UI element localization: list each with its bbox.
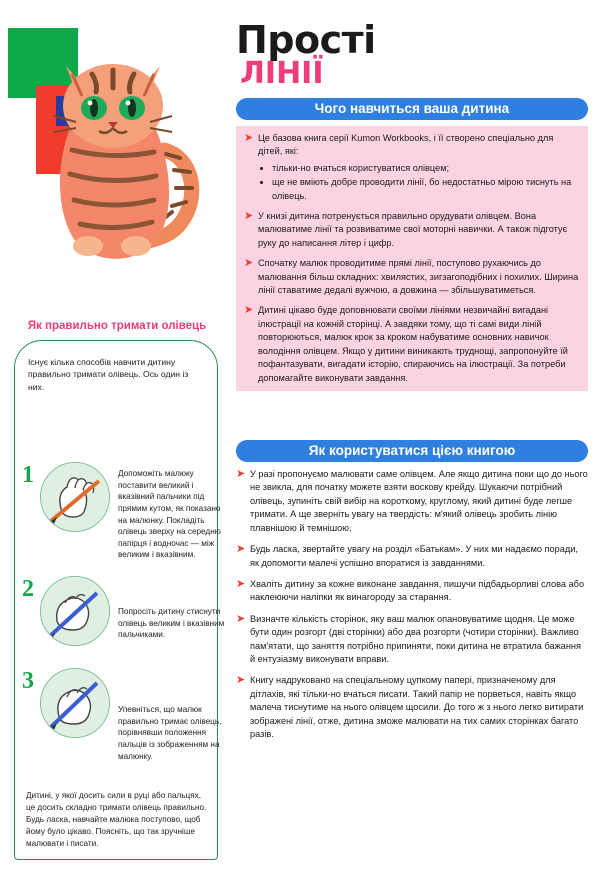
- pencil-hold-title: Як правильно тримати олівець: [27, 320, 207, 332]
- arrow-bullet-icon: ➤: [236, 612, 246, 625]
- step-number-1: 1: [22, 462, 34, 488]
- usage-paragraph-4: [236, 613, 588, 667]
- learn-paragraph-1-text: Це базова книга серії Kumon Workbooks, і її створено спеціально для дітей, які:: [258, 133, 554, 157]
- learn-paragraph-3: [244, 257, 580, 297]
- section-heading-learn: Чого навчиться ваша дитина: [236, 98, 588, 120]
- left-column: [0, 0, 232, 878]
- hand-step-3-icon: [40, 668, 110, 738]
- step-number-3: 3: [22, 668, 34, 694]
- hand-step-1-icon: [40, 462, 110, 532]
- usage-content: [236, 468, 588, 742]
- usage-paragraph-5-text: Книгу надруковано на спеціальному цупкому папері, призначеному для дітлахів, які тільки-но вчаться писати. Такий папір не порветься, навіть якщо малеча тиснутиме на нього олівцем щосили. До того ж з нього легко витирати зображені лінії, отже, дитина зможе малювати на тих самих сторінках багато разів.: [250, 675, 584, 740]
- learn-paragraph-2-text: У книзі дитина потренується правильно орудувати олівцем. Вона малюватиме лінії та розвиватиме свої моторні навички. А також підготує руку до написання літер і цифр.: [258, 210, 568, 248]
- arrow-bullet-icon: ➤: [244, 209, 254, 222]
- section-heading-usage: Як користуватися цією книгою: [236, 440, 588, 462]
- page-title-line2: ЛІНІЇ: [240, 56, 324, 91]
- arrow-bullet-icon: ➤: [244, 132, 254, 144]
- learn-paragraph-4-text: Дитині цікаво буде доповнювати своїми лініями незвичайні вигадані ілюстрації на кожній сторінці. А завдяки тому, що ті самі види ліній повторюються, малюк крок за кроком набуватиме основних навичок володіння олівцем. Якщо у дитини виникають труднощі, запропонуйте їй пофантазувати, вигадати історію, спираючись на ілюстрації. За потреби допомагайте виконувати завдання.: [258, 305, 568, 383]
- list-item: • ще не вміють добре проводити лінії, бо недостатньо мірою тиснуть на олівець.: [272, 176, 580, 203]
- usage-paragraph-1-text: У разі пропонуємо малювати саме олівцем. Але якщо дитина поки що до нього не звикла, для початку можете взяти воскову крейду. Шукаючи потрібний олівець, зупиніть свій вибір на короткому, круглому, який дитині буде легше тримати. А ще зверніть увагу на твердість: м'який олівець зробить лінію плавнішою й темнішою.: [250, 469, 588, 533]
- arrow-bullet-icon: ➤: [236, 674, 246, 687]
- usage-paragraph-5: [236, 674, 588, 741]
- arrow-bullet-icon: ➤: [244, 304, 254, 317]
- usage-paragraph-3: [236, 578, 588, 605]
- pencil-hold-intro: Існує кілька способів навчити дитину правильно тримати олівець. Ось один із них.: [28, 357, 189, 392]
- learn-content-panel: [236, 126, 588, 391]
- step-number-2: 2: [22, 576, 34, 602]
- learn-paragraph-2: [244, 210, 580, 250]
- step-text-2: Попросіть дитину стиснути олівець великим і вказівним пальчиками.: [118, 607, 225, 640]
- page-title-line1: Прості: [236, 18, 376, 62]
- arrow-bullet-icon: ➤: [236, 543, 246, 556]
- learn-paragraph-3-text: Спочатку малюк проводитиме прямі лінії, поступово рухаючись до малювання більш складних: хвилястих, зигзагоподібних і похилих. Ширина лінії ставатиме дедалі вужчою, а довжина — збільшуватиметься.: [258, 258, 579, 295]
- cat-illustration: [14, 30, 214, 280]
- usage-paragraph-3-text: Хваліть дитину за кожне виконане завдання, пишучи підбадьорливі слова або наклеюючи наліпки як винагороду за старання.: [250, 578, 585, 603]
- arrow-bullet-icon: ➤: [236, 468, 246, 480]
- learn-paragraph-1-sublist: [258, 162, 580, 203]
- learn-paragraph-4: [244, 304, 580, 385]
- step-text-3: Упевніться, що малюк правильно тримає олівець, порівнявши положення пальців із зображенням на малюнку.: [118, 705, 222, 761]
- list-item: • тільки-но вчаться користуватися олівцем;: [272, 162, 580, 175]
- right-column: [236, 0, 600, 878]
- usage-paragraph-2-text: Будь ласка, звертайте увагу на розділ «Батькам». У них ми надаємо поради, як допомогти малечі успішно впоратися із завданнями.: [250, 544, 578, 568]
- usage-paragraph-2: [236, 543, 588, 570]
- hand-step-2-icon: [40, 576, 110, 646]
- usage-paragraph-1: [236, 468, 588, 535]
- cover-artwork: [0, 0, 232, 300]
- step-text-1: Допоможіть малюку поставити великий і вказівний пальчики під прямим кутом, як показано на малюнку. Покладіть олівець зверху на середню папірця і водночас — між великим і вказівним.: [118, 469, 221, 560]
- arrow-bullet-icon: ➤: [236, 577, 246, 590]
- pencil-hold-footer: Дитині, у якої досить сили в руці або пальцях, це досить складно тримати олівець правильно. Будь ласка, навчайте малюка поступово, щоб йому було цікаво. Поясніть, що так зручніше малювати і писати.: [26, 791, 207, 848]
- usage-paragraph-4-text: Визначте кількість сторінок, яку ваш малюк опановуватиме щодня. Це може бути один розгорт (дві сторінки) або два розгорти (чотири сторінки). Важливо пам'ятати, що заняття потрібно припиняти, поки дитина не втратила бажання й ентузіазму виконувати вправи.: [250, 613, 581, 665]
- learn-paragraph-1: [244, 132, 580, 203]
- arrow-bullet-icon: ➤: [244, 257, 254, 270]
